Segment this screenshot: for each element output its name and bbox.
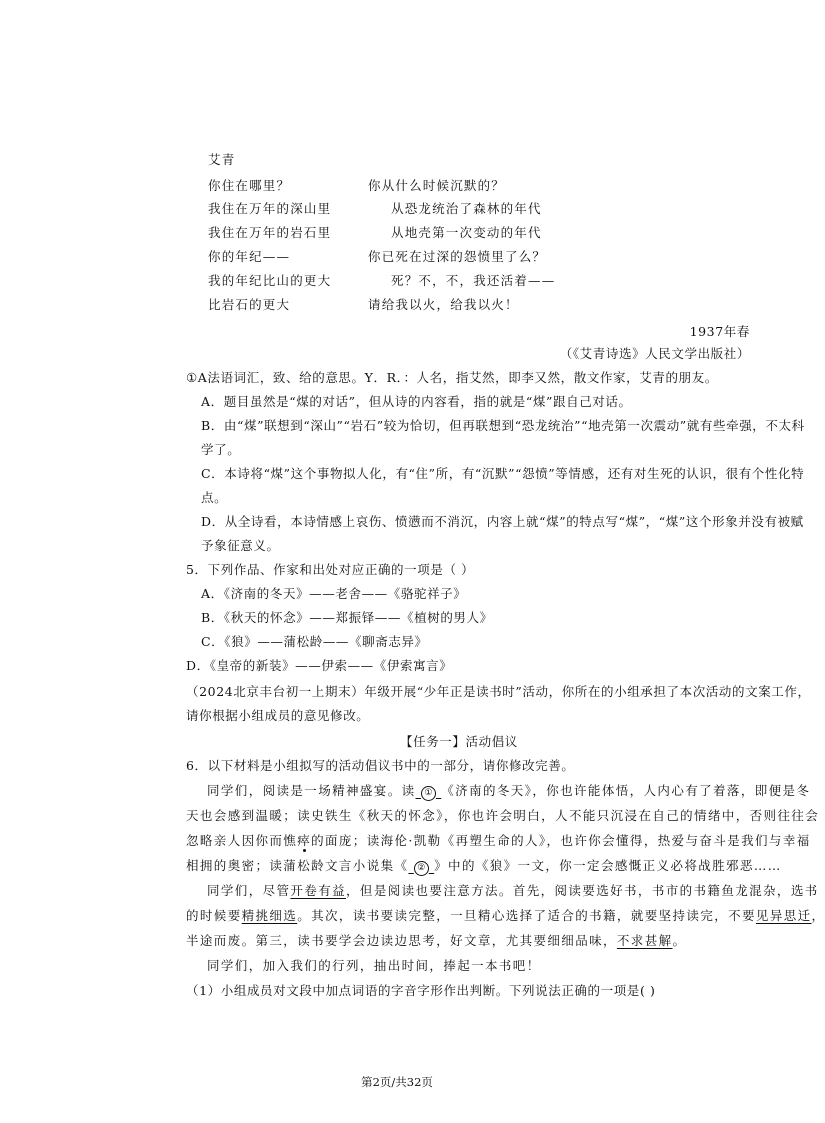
poem-line-right: 你已死在过深的怨愤里了么？: [368, 249, 547, 264]
passage-text: 《济南的冬天》，你也许能体悟，人内心有了着落，即便是冬: [441, 783, 811, 798]
poem-line-right: 你从什么时候沉默的？: [368, 178, 506, 193]
q4-option-d-cont: 予象征意义。: [201, 538, 280, 553]
passage-text: 相拥的奥密；读蒲松龄文言小说集《: [186, 858, 409, 873]
poem-author: 艾青: [208, 152, 236, 167]
passage-line: 的时候要精挑细选。其次，读书要读完整，一旦精心选择了适合的书籍，就要坚持读完，不要见异思迁，: [186, 908, 825, 923]
poem-source: （《艾青诗选》人民文学出版社）: [559, 346, 750, 361]
poem-line-left: 我住在万年的深山里: [208, 201, 332, 216]
q5-option-a: A．《济南的冬天》——老舍——《骆驼祥子》: [201, 586, 467, 601]
poem-line-right: 从地壳第一次变动的年代: [391, 225, 542, 240]
context-line: 请你根据小组成员的意见修改。: [186, 708, 370, 723]
q4-option-c: C．本诗将“煤”这个事物拟人化，有“住”所，有“沉默”“怨愤”等情感，还有对生死的认识，很有个性化特: [201, 466, 805, 481]
poem-date: 1937年春: [689, 324, 750, 339]
q4-option-a: A．题目虽然是“煤的对话”，但从诗的内容看，指的就是“煤”跟自己对话。: [201, 394, 632, 409]
q6-stem: 6．以下材料是小组拟写的活动倡议书中的一部分，请你修改完善。: [186, 758, 575, 773]
q5-option-c: C．《狼》——蒲松龄——《聊斋志异》: [201, 634, 428, 649]
poem-line-left: 我的年纪比山的更大: [208, 273, 332, 288]
blank-1: ①: [416, 783, 442, 798]
passage-text: 忽略亲人因你而憔: [186, 833, 298, 848]
poem-line-left: 你的年纪——: [208, 249, 291, 264]
passage-line: [207, 781, 810, 801]
q5-option-d: D．《皇帝的新装》——伊索——《伊索寓言》: [186, 658, 453, 673]
passage-line: 半途而废。第三，读书要学会边读边思考，好文章，尤其要细细品味，不求甚解。: [186, 933, 687, 948]
poem-line-left: 比岩石的更大: [208, 297, 291, 312]
underlined-phrase: 精挑细选: [241, 908, 298, 923]
underlined-phrase: 开卷有益: [290, 883, 347, 898]
passage-line: 同学们，尽管开卷有益，但是阅读也要注意方法。首先，阅读要选好书，书市的书籍鱼龙混杂，选书: [207, 883, 819, 898]
passage-line: [186, 856, 782, 876]
dotted-char: 瘁: [297, 833, 312, 848]
page-number: 第2页/共32页: [361, 1075, 433, 1089]
poem-line-left: 你住在哪里？: [208, 178, 291, 193]
passage-text: 的面庞；读海伦·凯勒《再塑生命的人》，也许你会懂得，热爱与奋斗是我们与幸福: [311, 833, 811, 848]
poem-line-right: 死？不，不，我还活着——: [391, 273, 556, 288]
task-title: 【任务一】活动倡议: [400, 734, 518, 749]
q4-option-c-cont: 点。: [201, 490, 228, 505]
poem-line-left: 我住在万年的岩石里: [208, 225, 332, 240]
passage-line: [186, 831, 811, 849]
underlined-phrase: 不求甚解: [616, 933, 673, 948]
passage-text: 》中的《狼》一文，你一定会感慨正义必将战胜邪恶……: [434, 858, 782, 873]
passage-line: 天也会感到温暖；读史铁生《秋天的怀念》，你也许会明白，人不能只沉浸在自己的情绪中，否则往往会: [186, 808, 820, 823]
poem-line-right: 从恐龙统治了森林的年代: [391, 201, 542, 216]
footnote: ①A法语词汇，致、给的意思。Y．R．：人名，指艾然，即李又然，散文作家，艾青的朋友。: [186, 370, 718, 385]
q6-sub-question: （1）小组成员对文段中加点词语的字音字形作出判断。下列说法正确的一项是( ): [186, 983, 656, 998]
q4-option-b-cont: 学了。: [201, 442, 241, 457]
underlined-phrase: 见异思迁: [755, 908, 812, 923]
poem-line-right: 请给我以火，给我以火！: [368, 297, 519, 312]
q4-option-b: B．由“煤”联想到“深山”“岩石”较为恰切，但再联想到“恐龙统治”“地壳第一次震动”就有些牵强，不太科: [201, 418, 805, 433]
q5-option-b: B．《秋天的怀念》——郑振铎——《植树的男人》: [201, 610, 493, 625]
passage-line: 同学们，加入我们的行列，抽出时间，捧起一本书吧！: [207, 958, 541, 973]
context-line: （2024北京丰台初一上期末）年级开展“少年正是读书时”活动，你所在的小组承担了本次活动的文案工作，: [186, 684, 811, 699]
passage-text: 同学们，阅读是一场精神盛宴。读: [207, 783, 416, 798]
q5-stem: 5．下列作品、作家和出处对应正确的一项是（ ）: [186, 562, 475, 577]
blank-2: ②: [408, 858, 434, 873]
q4-option-d: D．从全诗看，本诗情感上哀伤、愤懑而不消沉，内容上就“煤”的特点写“煤”，“煤”这个形象并没有被赋: [201, 514, 804, 529]
